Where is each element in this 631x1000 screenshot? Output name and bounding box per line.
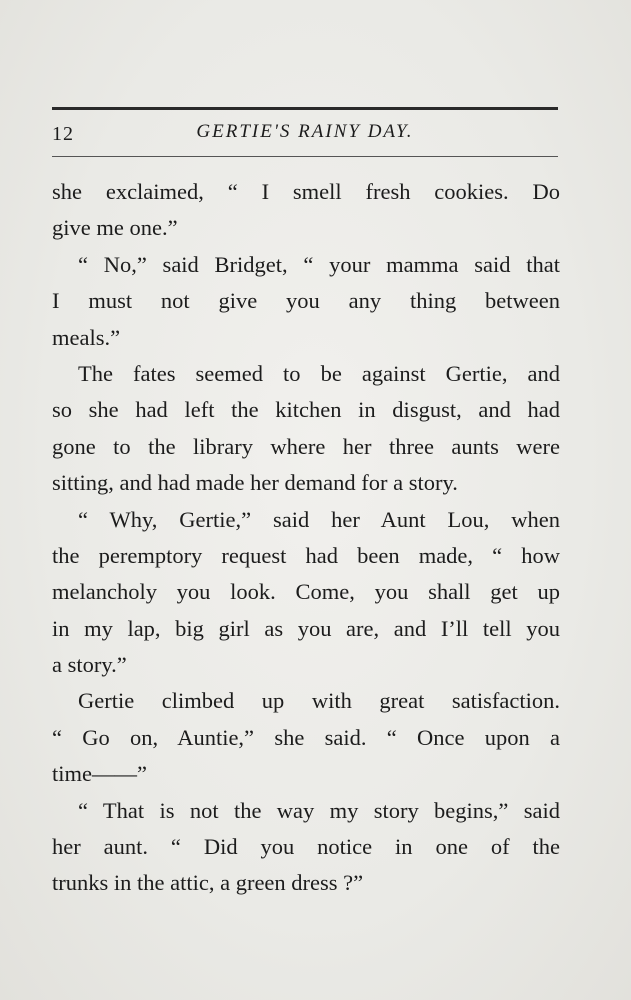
- text-line: she exclaimed, “ I smell fresh cookies. Do: [52, 179, 560, 204]
- text-line: give me one.”: [52, 215, 178, 241]
- running-title: GERTIE'S RAINY DAY.: [196, 121, 414, 142]
- text-line: trunks in the attic, a green dress ?”: [52, 870, 364, 896]
- text-line: gone to the library where her three aunts were: [52, 433, 560, 459]
- header-top-rule: [52, 107, 558, 110]
- text-line: meals.”: [52, 324, 121, 350]
- text-line: her aunt. “ Did you notice in one of the: [52, 834, 560, 860]
- text-line: a story.”: [52, 652, 127, 678]
- text-line: melancholy you look. Come, you shall get up: [52, 579, 560, 605]
- text-line: Gertie climbed up with great satisfaction.: [78, 688, 560, 714]
- text-line: the peremptory request had been made, “ how: [52, 542, 560, 568]
- text-line: so she had left the kitchen in disgust, and had: [52, 397, 560, 423]
- page-header: [52, 121, 558, 147]
- text-line: “ Go on, Auntie,” she said. “ Once upon a: [52, 724, 560, 750]
- text-line: I must not give you any thing between: [52, 288, 560, 314]
- text-line: “ Why, Gertie,” said her Aunt Lou, when: [78, 506, 560, 532]
- header-bottom-rule: [52, 156, 558, 157]
- text-line: “ That is not the way my story begins,” said: [78, 797, 560, 823]
- text-line: The fates seemed to be against Gertie, and: [78, 360, 560, 386]
- text-line: time——”: [52, 761, 147, 787]
- text-line: in my lap, big girl as you are, and I’ll tell you: [52, 615, 560, 641]
- body-text: [52, 174, 560, 902]
- text-line: “ No,” said Bridget, “ your mamma said that: [78, 251, 560, 277]
- text-line: sitting, and had made her demand for a story.: [52, 470, 458, 496]
- page-number: 12: [52, 123, 74, 145]
